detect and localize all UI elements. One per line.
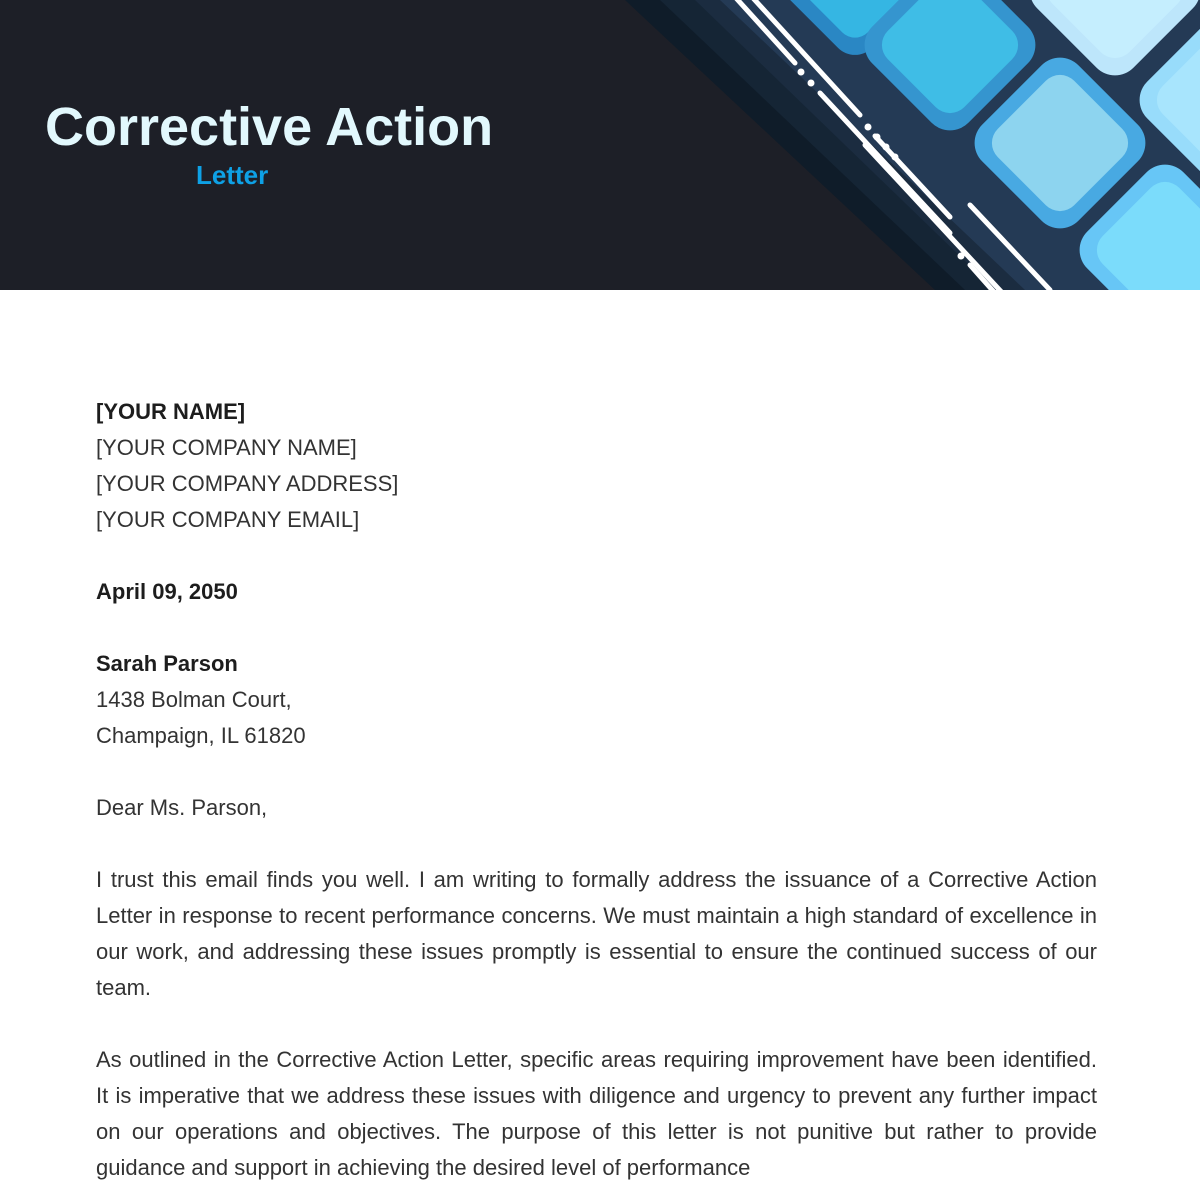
recipient-block — [96, 646, 1097, 754]
sender-company-address: [YOUR COMPANY ADDRESS] — [96, 471, 399, 496]
recipient-address-line1: 1438 Bolman Court, — [96, 687, 292, 712]
document-header — [0, 0, 1200, 290]
body-paragraph-1: I trust this email finds you well. I am writing to formally address the issuance of a Corrective Action Letter in response to recent performance concerns. We must maintain a high standard of excellence in our work, and addressing these issues promptly is essential to ensure the continued success of our team. — [96, 867, 1097, 1000]
salutation: Dear Ms. Parson, — [96, 795, 268, 820]
sender-block — [96, 394, 1097, 538]
document-subtitle: Letter — [196, 160, 269, 190]
letter-body — [96, 394, 1097, 1186]
sender-company-email: [YOUR COMPANY EMAIL] — [96, 507, 360, 532]
sender-name: [YOUR NAME] — [96, 399, 246, 424]
body-paragraph-2: As outlined in the Corrective Action Letter, specific areas requiring improvement have been identified. It is imperative that we address these issues with diligence and urgency to prevent any further impact on our operations and objectives. The purpose of this letter is not punitive but rather to provide guidance and support in achieving the desired level of performance — [96, 1047, 1097, 1180]
letter-date: April 09, 2050 — [96, 579, 238, 604]
document-title: Corrective Action — [45, 97, 494, 157]
recipient-name: Sarah Parson — [96, 651, 238, 676]
sender-company-name: [YOUR COMPANY NAME] — [96, 435, 357, 460]
recipient-address-line2: Champaign, IL 61820 — [96, 723, 306, 748]
